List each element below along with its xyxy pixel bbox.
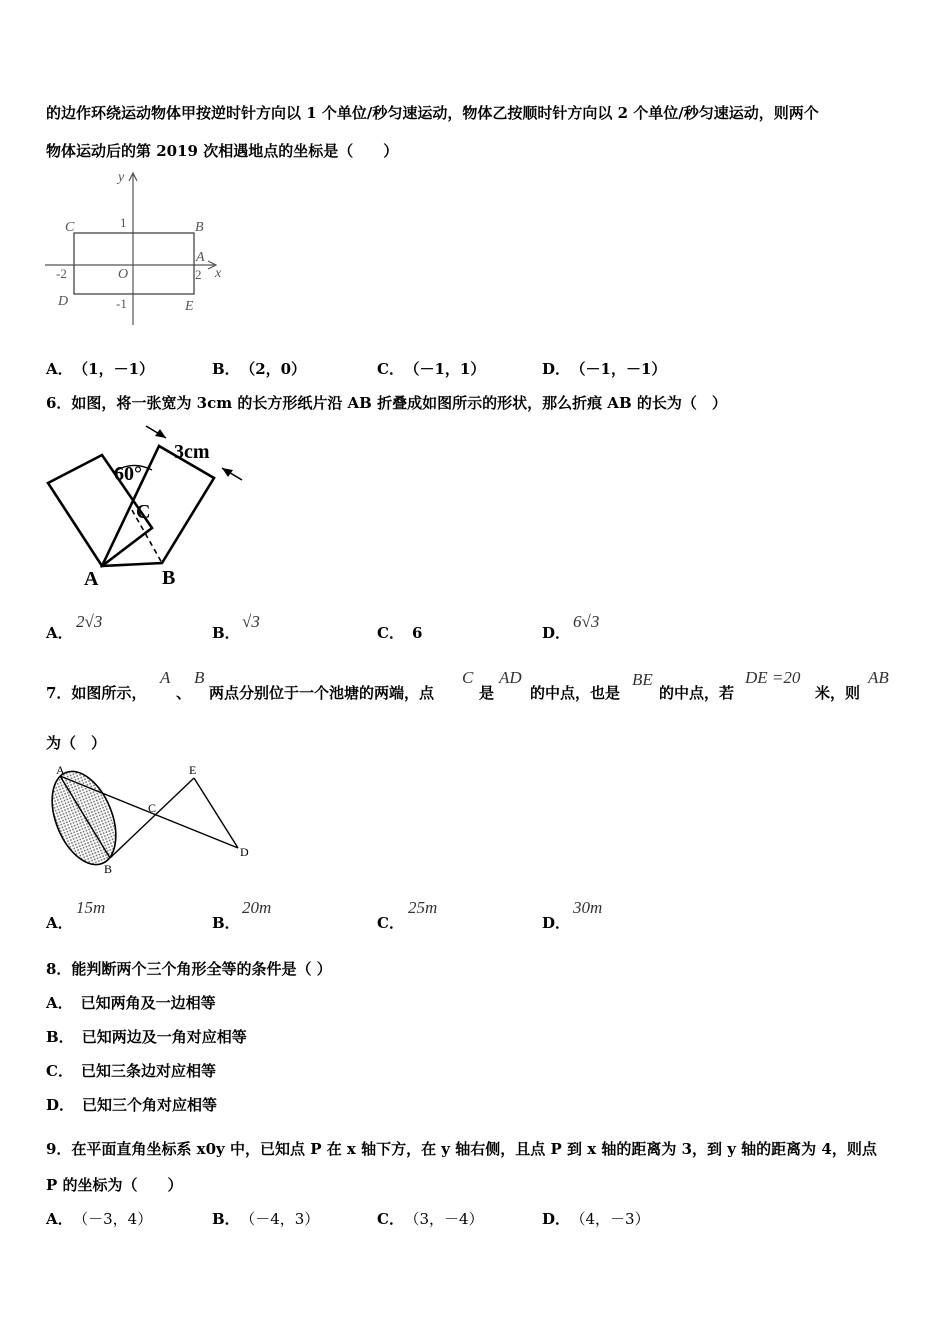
q7-text-mid1: 两点分别位于一个池塘的两端，点 <box>209 684 435 702</box>
q7-text-is: 是 <box>479 684 495 702</box>
q5-option-c[interactable]: C． （－1，1） <box>377 360 486 378</box>
segment-be <box>110 778 194 858</box>
label-c: C <box>136 501 151 523</box>
q5-option-b[interactable]: B． （2，0） <box>212 360 307 378</box>
q7-point-c: C <box>462 668 474 687</box>
label-a: A <box>84 568 99 590</box>
segment-ed <box>194 778 238 848</box>
q5-option-d[interactable]: D． （－1，－1） <box>542 360 667 378</box>
dimension-arrow-left <box>155 429 166 438</box>
q7-text-mid4: 米，则 <box>815 684 861 702</box>
label-c: C <box>65 220 75 235</box>
q7-text-mid2: 的中点，也是 <box>530 684 621 702</box>
q5-text-line1: 的边作环绕运动物体甲按逆时针方向以 1 个单位/秒匀速运动，物体乙按顺时针方向以 2 个单位/秒匀速运动，则两个 <box>46 104 819 122</box>
q9-option-b[interactable]: B． （－4，3） <box>212 1210 320 1228</box>
q6-folded-paper-figure <box>44 420 254 590</box>
label-3cm: 3cm <box>174 441 210 463</box>
label-e: E <box>189 763 197 777</box>
label-e: E <box>185 299 194 314</box>
label-b: B <box>104 862 113 876</box>
q7-segment-be: BE <box>632 670 653 689</box>
q5-text-line2: 物体运动后的第 2019 次相遇地点的坐标是（ ） <box>46 142 399 160</box>
q9-option-d[interactable]: D． （4，－3） <box>542 1210 650 1228</box>
q6-option-b-value: √3 <box>242 612 260 631</box>
q6-option-a[interactable]: A． <box>46 624 73 642</box>
label-d: D <box>58 294 69 309</box>
q6-option-c[interactable]: C． 6 <box>377 624 423 642</box>
q7-option-a-value: 15m <box>76 898 106 917</box>
label-x: x <box>215 266 222 281</box>
label-neg1: -1 <box>116 296 127 311</box>
label-a: A <box>196 250 205 265</box>
q7-point-a: A <box>160 668 171 687</box>
q7-prefix: 7．如图所示， <box>46 684 147 702</box>
q7-point-b: B <box>194 668 205 687</box>
q7-text-mid3: 的中点，若 <box>659 684 735 702</box>
q9-option-c[interactable]: C． （3，－4） <box>377 1210 484 1228</box>
q7-segment-ab: AB <box>868 668 889 687</box>
label-a: A <box>56 763 65 777</box>
label-y: y <box>118 170 125 185</box>
q7-option-c[interactable]: C． <box>377 914 404 932</box>
label-c: C <box>148 801 157 815</box>
q6-option-d[interactable]: D． <box>542 624 571 642</box>
label-o: O <box>118 267 129 282</box>
q7-option-b-value: 20m <box>242 898 272 917</box>
q8-option-b[interactable]: B． 已知两边及一角对应相等 <box>46 1028 247 1046</box>
q8-option-d[interactable]: D． 已知三个角对应相等 <box>46 1096 218 1114</box>
q7-segment-ad: AD <box>499 668 522 687</box>
label-d: D <box>240 845 249 859</box>
q5-coordinate-figure <box>40 165 240 345</box>
dimension-arrow-right <box>222 468 233 477</box>
q7-option-b[interactable]: B． <box>212 914 240 932</box>
label-1: 1 <box>120 215 127 230</box>
q9-text-line2: P 的坐标为（ ） <box>46 1176 183 1194</box>
q7-option-d[interactable]: D． <box>542 914 571 932</box>
q7-text-line2: 为（ ） <box>46 734 107 752</box>
q8-option-a[interactable]: A． 已知两角及一边相等 <box>46 994 216 1012</box>
q6-option-a-value: 2√3 <box>76 612 103 631</box>
label-60-degrees: 60° <box>114 463 142 485</box>
q6-stem: 6．如图，将一张宽为 3cm 的长方形纸片沿 AB 折叠成如图所示的形状，那么折痕 AB 的长为（ ） <box>46 394 727 412</box>
q7-pond-figure <box>44 760 264 880</box>
q8-option-c[interactable]: C． 已知三条边对应相等 <box>46 1062 216 1080</box>
label-neg2: -2 <box>56 266 67 281</box>
label-b: B <box>162 567 176 589</box>
q7-separator: 、 <box>176 684 192 702</box>
q9-option-a[interactable]: A． （－3，4） <box>46 1210 153 1228</box>
rectangle-bcde <box>74 233 194 294</box>
q8-stem: 8．能判断两个三个角形全等的条件是（ ） <box>46 960 332 978</box>
q7-option-a[interactable]: A． <box>46 914 73 932</box>
q7-de-equals-20: DE =20 <box>745 668 801 687</box>
q7-option-d-value: 30m <box>573 898 603 917</box>
label-b: B <box>195 220 204 235</box>
pond <box>40 762 129 874</box>
q5-option-a[interactable]: A． （1，－1） <box>46 360 155 378</box>
q7-option-c-value: 25m <box>408 898 438 917</box>
q6-option-b[interactable]: B． <box>212 624 240 642</box>
q6-option-d-value: 6√3 <box>573 612 600 631</box>
label-2: 2 <box>195 267 202 282</box>
q9-text-line1: 9．在平面直角坐标系 x0y 中，已知点 P 在 x 轴下方，在 y 轴右侧，且点 P 到 x 轴的距离为 3，到 y 轴的距离为 4，则点 <box>46 1140 877 1158</box>
